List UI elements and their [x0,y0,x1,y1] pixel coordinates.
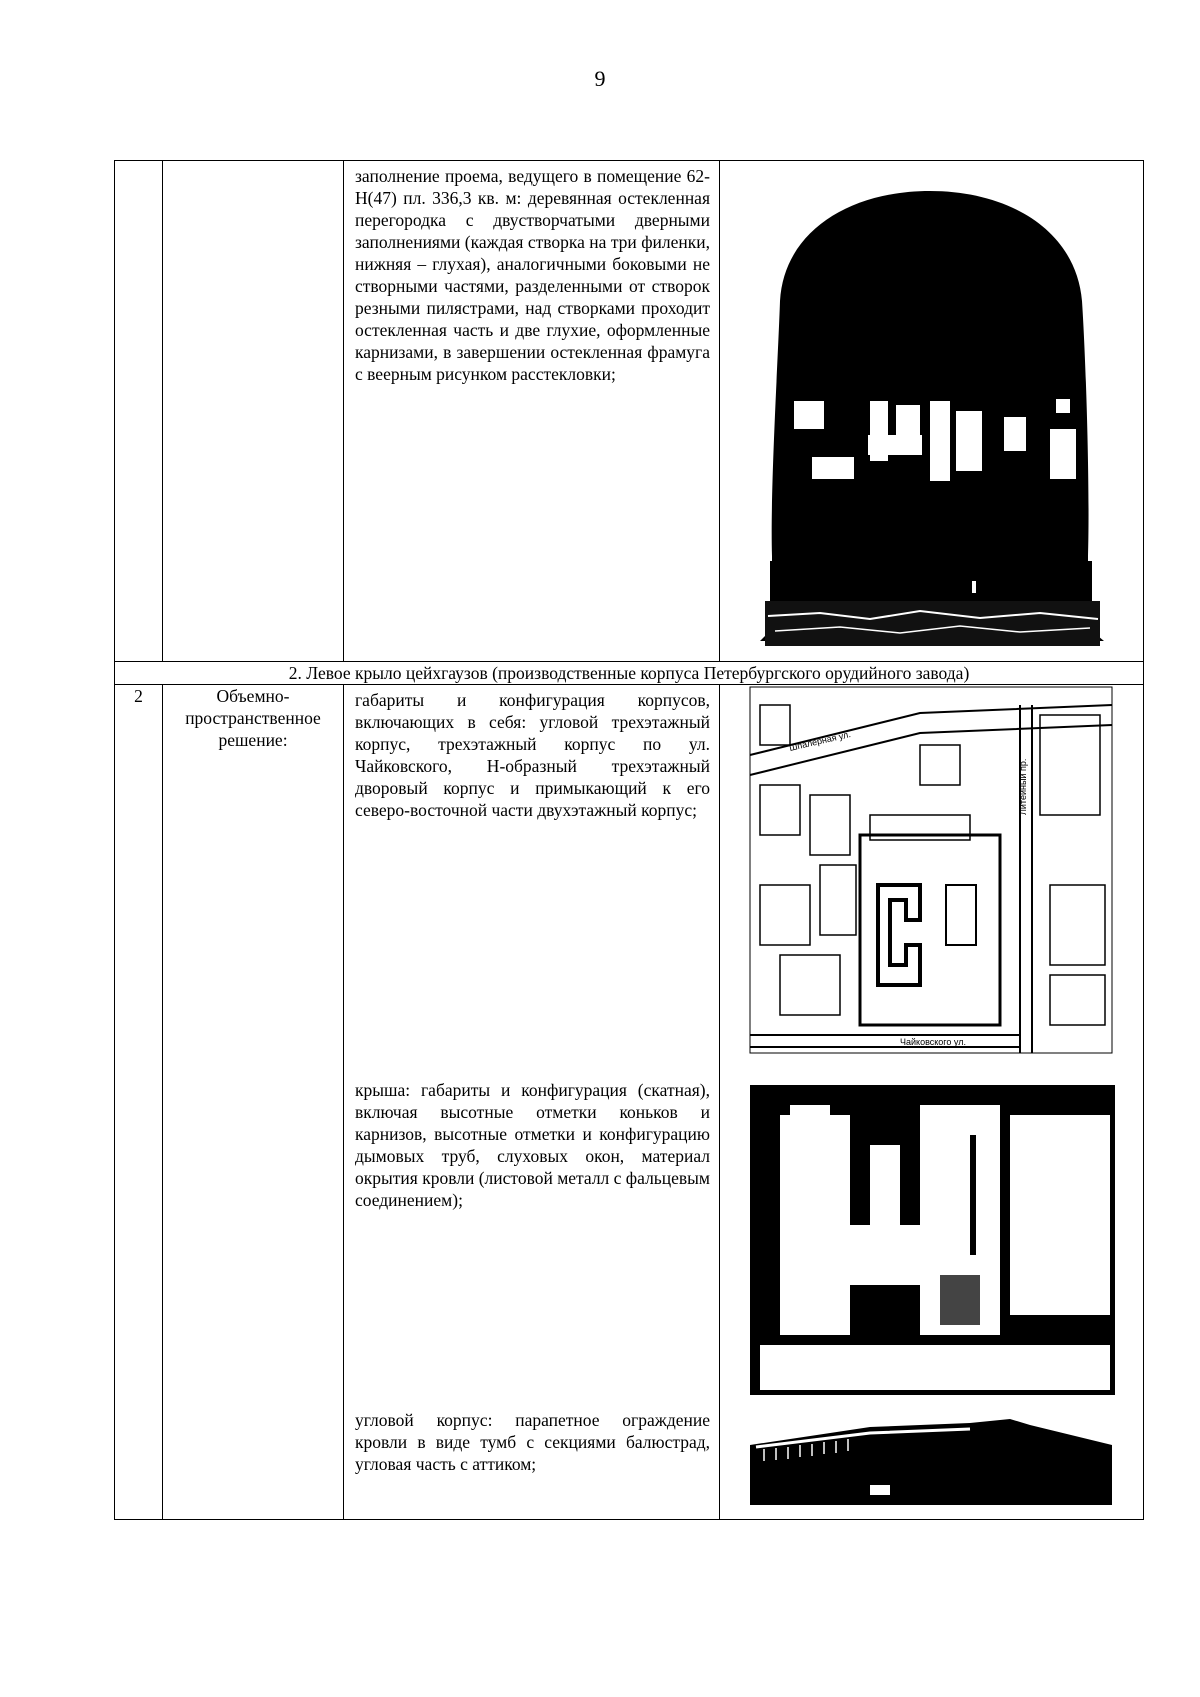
aerial-roof-photo [720,1075,1144,1405]
street-label-bottom: Чайковского ул. [900,1037,966,1047]
arched-doorway-photo [720,161,1144,661]
photo-cell [720,161,1144,662]
description-item-roof: крыша: габариты и конфигурация (скатная), включая высотные отметки коньков и карнизов, высотные отметки и конфигурацию дымовых труб, слуховых окон, материал окрытия кровли (листовой металл с фальцевым соединением); [355,1080,711,1210]
row-number: 2 [115,685,163,1520]
description-text: заполнение проема, ведущего в помещение 62-Н(47) пл. 336,3 кв. м: деревянная остекленная перегородка с двустворчатыми дверными заполнениями (каждая створка на три филенки, нижняя – глухая), аналогичными боковыми не створными частями, разделенными от створок резными пилястрами, над створками проходит остекленная часть и две глухие, оформленные карнизами, в завершении остекленная фрамуга с веерным рисунком расстекловки; [355,166,710,384]
photo-cell [720,685,1144,1520]
table-row [115,161,1144,662]
section-header-row [115,662,1144,685]
parapet-photo [720,1405,1144,1519]
street-label-side: Литейный пр. [1018,758,1028,815]
description-cell [344,685,720,1520]
site-plan-map [720,685,1144,1075]
element-name: Объемно-пространственное решение: [163,685,344,1520]
section-title: 2. Левое крыло цейхгаузов (производственные корпуса Петербургского орудийного завода) [115,662,1144,685]
table-row [115,685,1144,1520]
element-cell [163,161,344,662]
page-number: 9 [594,66,606,91]
description-item-parapet: угловой корпус: парапетное ограждение кровли в виде тумб с секциями балюстрад, угловая часть с аттиком; [355,1410,710,1474]
description-cell [344,161,720,662]
description-item-dimensions: габариты и конфигурация корпусов, включающих в себя: угловой трехэтажный корпус, трехэтажный корпус по ул. Чайковского, Н-образный трехэтажный дворовый корпус и примыкающий к его северо-восточной части двухэтажный корпус; [355,690,710,820]
row-number-cell [115,161,163,662]
street-label-top: Шпалерная ул. [788,729,852,753]
protected-features-table [114,160,1144,1520]
